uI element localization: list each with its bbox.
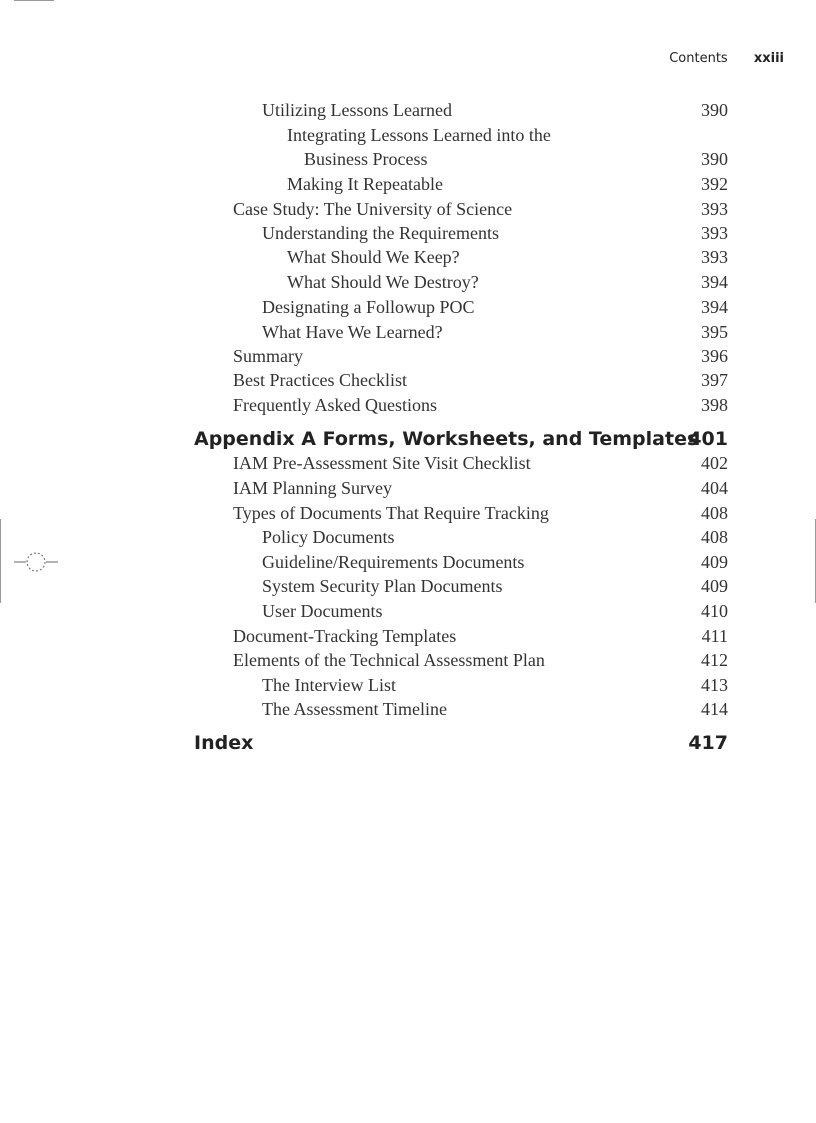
toc-entry-page: 402 [701, 453, 728, 473]
toc-entry-page: 396 [701, 346, 728, 366]
toc-entry-title: Policy Documents [262, 527, 395, 547]
toc-entry-title: Utilizing Lessons Learned [262, 100, 452, 120]
toc-entry-page: 410 [701, 601, 728, 621]
toc-entry [0, 199, 816, 223]
toc-chapter-page: 401 [688, 428, 728, 450]
toc-entry-title: Elements of the Technical Assessment Plan [233, 650, 545, 670]
running-head-title: Contents [669, 51, 728, 66]
toc-entry [0, 626, 816, 650]
toc-entry-title: Guideline/Requirements Documents [262, 552, 525, 572]
toc-entry [0, 346, 816, 370]
toc-entry-title: Making It Repeatable [287, 174, 443, 194]
toc-entry-page: 394 [701, 272, 728, 292]
toc-entry-title: User Documents [262, 601, 383, 621]
toc-entry [0, 247, 816, 271]
toc-entry [0, 650, 816, 674]
toc-entry-title: The Interview List [262, 675, 396, 695]
toc-entry [0, 699, 816, 723]
toc-entry-page: 408 [701, 503, 728, 523]
toc-entry-page: 393 [701, 199, 728, 219]
toc-entry-page: 414 [701, 699, 728, 719]
toc-entry-page: 409 [701, 552, 728, 572]
running-head-page-number: xxiii [753, 51, 784, 66]
toc-entry-title: Understanding the Requirements [262, 223, 499, 243]
toc-entry-title: Types of Documents That Require Tracking [233, 503, 549, 523]
toc-entry-title: Case Study: The University of Science [233, 199, 513, 219]
toc-entry-title: IAM Planning Survey [233, 478, 392, 498]
toc-entry-page: 408 [701, 527, 728, 547]
toc-entry [0, 576, 816, 600]
toc-entry-page: 398 [701, 395, 728, 415]
toc-entry-page: 390 [701, 100, 728, 120]
toc-entry [0, 100, 816, 124]
toc-entry-page: 411 [701, 626, 728, 646]
toc-entry-title: System Security Plan Documents [262, 576, 503, 596]
toc-entry-title: The Assessment Timeline [262, 699, 448, 719]
toc-entry-page: 413 [701, 675, 728, 695]
toc-entry [0, 272, 816, 296]
toc-entry [0, 174, 816, 198]
toc-entry-title: IAM Pre-Assessment Site Visit Checklist [233, 453, 531, 473]
toc-chapter-title: Index [194, 732, 254, 754]
toc-entry-page: 404 [701, 478, 728, 498]
toc-entry [0, 601, 816, 625]
trim-mark-top [14, 0, 54, 1]
toc-entry-title: Designating a Followup POC [262, 297, 475, 317]
toc-entry-title: What Have We Learned? [262, 322, 443, 342]
toc-entry [0, 149, 816, 173]
running-head [669, 51, 784, 66]
toc-entry-page: 390 [701, 149, 728, 169]
toc-entry-page: 395 [701, 322, 728, 342]
toc-entry-page: 397 [701, 370, 728, 390]
toc-entry [0, 125, 816, 149]
toc-chapter-entry [0, 732, 816, 756]
toc-entry-title: Best Practices Checklist [233, 370, 407, 390]
toc-entry [0, 395, 816, 419]
toc-entry-page: 392 [701, 174, 728, 194]
toc-entry-title: Business Process [304, 149, 428, 169]
toc-entry-page: 394 [701, 297, 728, 317]
toc-entry [0, 322, 816, 346]
toc-entry [0, 675, 816, 699]
toc-entry [0, 527, 816, 551]
toc-entry [0, 552, 816, 576]
toc-entry [0, 453, 816, 477]
toc-entry-title: Summary [233, 346, 303, 366]
toc-entry [0, 297, 816, 321]
toc-chapter-title: Appendix A Forms, Worksheets, and Templates [194, 428, 699, 450]
toc-entry [0, 223, 816, 247]
toc-entry-page: 412 [701, 650, 728, 670]
toc-entry-page: 409 [701, 576, 728, 596]
toc-entry-title: Document-Tracking Templates [233, 626, 457, 646]
toc-entry-title: Frequently Asked Questions [233, 395, 437, 415]
toc-entry [0, 370, 816, 394]
toc-entry-page: 393 [701, 223, 728, 243]
toc-chapter-entry [0, 428, 816, 452]
toc-entry-title: What Should We Destroy? [287, 272, 479, 292]
toc-entry-page: 393 [701, 247, 728, 267]
toc-entry-title: What Should We Keep? [287, 247, 460, 267]
toc-chapter-page: 417 [688, 732, 728, 754]
toc-entry-title: Integrating Lessons Learned into the [287, 125, 551, 145]
toc-entry [0, 503, 816, 527]
toc-entry [0, 478, 816, 502]
